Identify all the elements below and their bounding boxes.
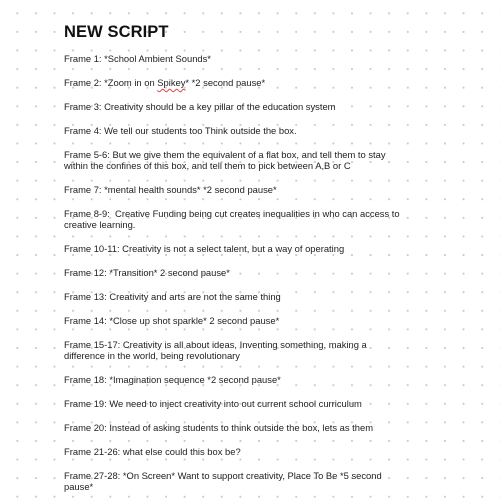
script-line: Frame 10-11: Creativity is not a select talent, but a way of operating	[64, 243, 345, 255]
script-line: Frame 1: *School Ambient Sounds*	[64, 53, 211, 64]
script-line: Frame 4: We tell our students too Think outside the box.	[64, 124, 297, 136]
page-title: NEW SCRIPT	[64, 23, 169, 41]
script-line: Frame 20: Instead of asking students to think outside the box, lets as them	[64, 421, 374, 433]
script-line: Frame 3: Creativity should be a key pillar of the education system	[64, 100, 336, 112]
script-line: Frame 15-17: Creativity is all about ideas, Inventing something, making a difference in the world, being revolutionary	[64, 338, 370, 362]
misspelled-word: Spikey	[157, 76, 186, 88]
script-line: Frame 27-28: *On Screen* Want to support creativity, Place To Be *5 second pause*	[64, 469, 385, 493]
script-line: Frame 13: Creativity and arts are not the same thing	[64, 290, 281, 302]
script-line-end: * *2 second pause*	[185, 76, 266, 88]
script-line	[64, 77, 404, 88]
script-line: Frame 21-26: what else could this box be?	[64, 445, 241, 457]
script-line-start: Frame 2: *Zoom in on	[64, 76, 158, 88]
script-line: Frame 14: *Close up shot sparkle* 2 second pause*	[64, 314, 280, 326]
note-page	[64, 22, 404, 493]
script-line: Frame 5-6: But we give them the equivalent of a flat box, and tell them to stay within the confines of this box, and tell them to pick between A,B or C	[64, 148, 389, 172]
script-line: Frame 18: *Imagination sequence *2 second pause*	[64, 374, 281, 386]
script-line: Frame 7: *mental health sounds* *2 second pause*	[64, 183, 277, 195]
script-line: Frame 8-9: Creative Funding being cut creates inequalities in who can access to creative learning.	[64, 207, 403, 231]
script-line: Frame 12: *Transition* 2 second pause*	[64, 267, 230, 279]
script-line: Frame 19: We need to inject creativity into out current school curriculum	[64, 398, 362, 409]
